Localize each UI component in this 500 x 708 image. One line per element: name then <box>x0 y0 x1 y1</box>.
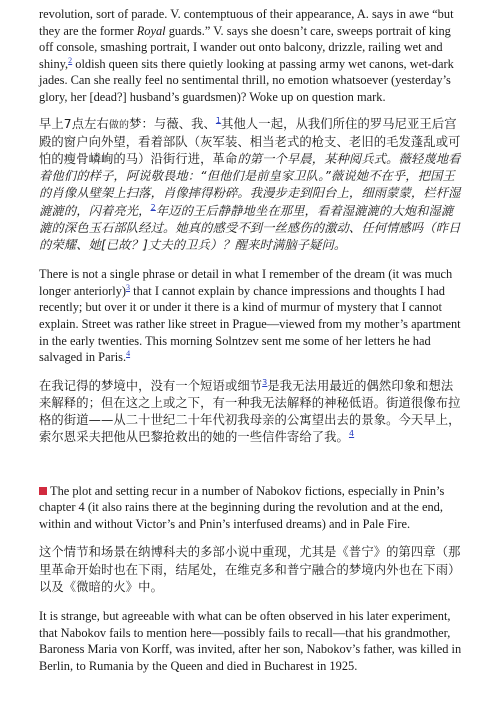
text-run: It is strange, but agreeable with what can be often observed in his later experiment, that Nabokov fails to mention here—possibly fails to recall—that his grandmother, Baroness Maria von Korff, was invited, after her son, Nabokov’s father, was killed in Berlin, to Rumania by the Queen and died in Bucharest in 1925. <box>39 608 462 673</box>
footnote-link[interactable]: 2 <box>150 202 156 212</box>
text-run: 早上7点左右 <box>39 116 109 131</box>
italic-text: 的第一个早晨，某种阅兵式。薇轻蔑地看着他们的样子，阿说敬畏地：“但他们是前皇家卫队。”薇说她不在乎，把国王的肖像从壁架上扫落，肖像摔得粉碎。我漫步走到阳台上，细雨蒙蒙，栏杆湿漉漉的，闪着亮光， <box>39 151 461 218</box>
text-run: 这个情节和场景在纳博科夫的多部小说中重现，尤其是《普宁》的第四章（那里革命开始时也在下雨，结尾处，在维克多和普宁融合的梦境内外也在下雨）以及《微暗的火》中。 <box>39 545 461 594</box>
footnote-link[interactable]: 3 <box>126 282 131 292</box>
english-paragraph-plot <box>39 483 463 533</box>
text-run: The plot and setting recur in a number of Nabokov fictions, especially in Pnin’s chapter 4 (it also rains there at the beginning during the revolution and at the end, within and without Victor’s and Pnin’s interfused dreams) and in Pale Fire. <box>39 483 445 531</box>
footnote-link[interactable]: 4 <box>348 429 355 439</box>
chinese-paragraph-plot <box>39 544 463 596</box>
english-paragraph-dream <box>39 6 463 106</box>
italic-text: 年迈的王后静静地坐在那里，看着湿漉漉的大炮和湿漉漉的深色玉石部队经过。她真的感受不到一丝感伤的激动、任何情感吗（昨日的荣耀、她[已故？]丈夫的卫兵）？醒来时满脑子疑问。 <box>39 203 461 252</box>
footnote-link[interactable]: 3 <box>262 377 268 387</box>
english-paragraph-mystery <box>39 266 463 366</box>
text-run: 其他人一起，从我们所住的罗马尼亚王后宫殿的窗户向外望，看着部队（灰军装、相当老式的枪支、老旧的毛发蓬乱或可怕的瘦骨嶙峋的马）沿街行进，革命 <box>39 116 461 166</box>
english-paragraph-grandmother <box>39 608 463 674</box>
bookmark-marker-icon <box>39 487 47 495</box>
chinese-paragraph-mystery <box>39 378 463 447</box>
text-run: 是我无法用最近的偶然印象和想法来解释的；但在这之上或之下，有一种我无法解释的神秘低语。街道很像布拉格的街道——从二十世纪二十年代初我母亲的公寓望出去的景象。今天早上，索尔恩采夫把他从巴黎抢救出的她的一些信件寄给了我。 <box>39 378 461 445</box>
chinese-paragraph-dream <box>39 116 463 255</box>
small-text: 做的 <box>108 119 130 131</box>
text-run: revolution, sort of parade. V. contemptuous of their appearance, A. says in awe “but they are the former <box>39 7 454 38</box>
text-run: guards.” V. says she doesn’t care, sweeps portrait of king off console, smashing portrait, I wander out onto balcony, drizzle, railing wet and shiny, <box>39 23 451 71</box>
text-run: oldish queen sits there quietly looking at passing army wet canons, wet-dark jades. Can she really feel no sentimental thrill, no emotion whatsoever (yesterday’s glory, her [dead?] husband’s guardsmen)? Woke up on question mark. <box>39 56 454 104</box>
italic-text: Royal <box>136 23 166 38</box>
text-run: 在我记得的梦境中，没有一个短语或细节 <box>39 378 263 393</box>
footnote-link[interactable]: 4 <box>126 349 131 359</box>
text-run: There is not a single phrase or detail in what I remember of the dream (it was much longer anteriorly) <box>39 267 453 298</box>
footnote-link[interactable]: 2 <box>68 55 73 65</box>
document-page <box>39 6 463 674</box>
text-run: that I cannot explain by chance impressions and thoughts I had recently; but over it or under it there is a kind of murmur of mystery that I cannot explain. Street was rather like street in Prague—viewed from my mother’s apartment in the early twenties. This morning Solntzev sent me some of her letters he had salvaged in Paris. <box>39 283 461 365</box>
footnote-link[interactable]: 1 <box>215 115 222 125</box>
text-run: 梦：与薇、我、 <box>129 116 216 131</box>
